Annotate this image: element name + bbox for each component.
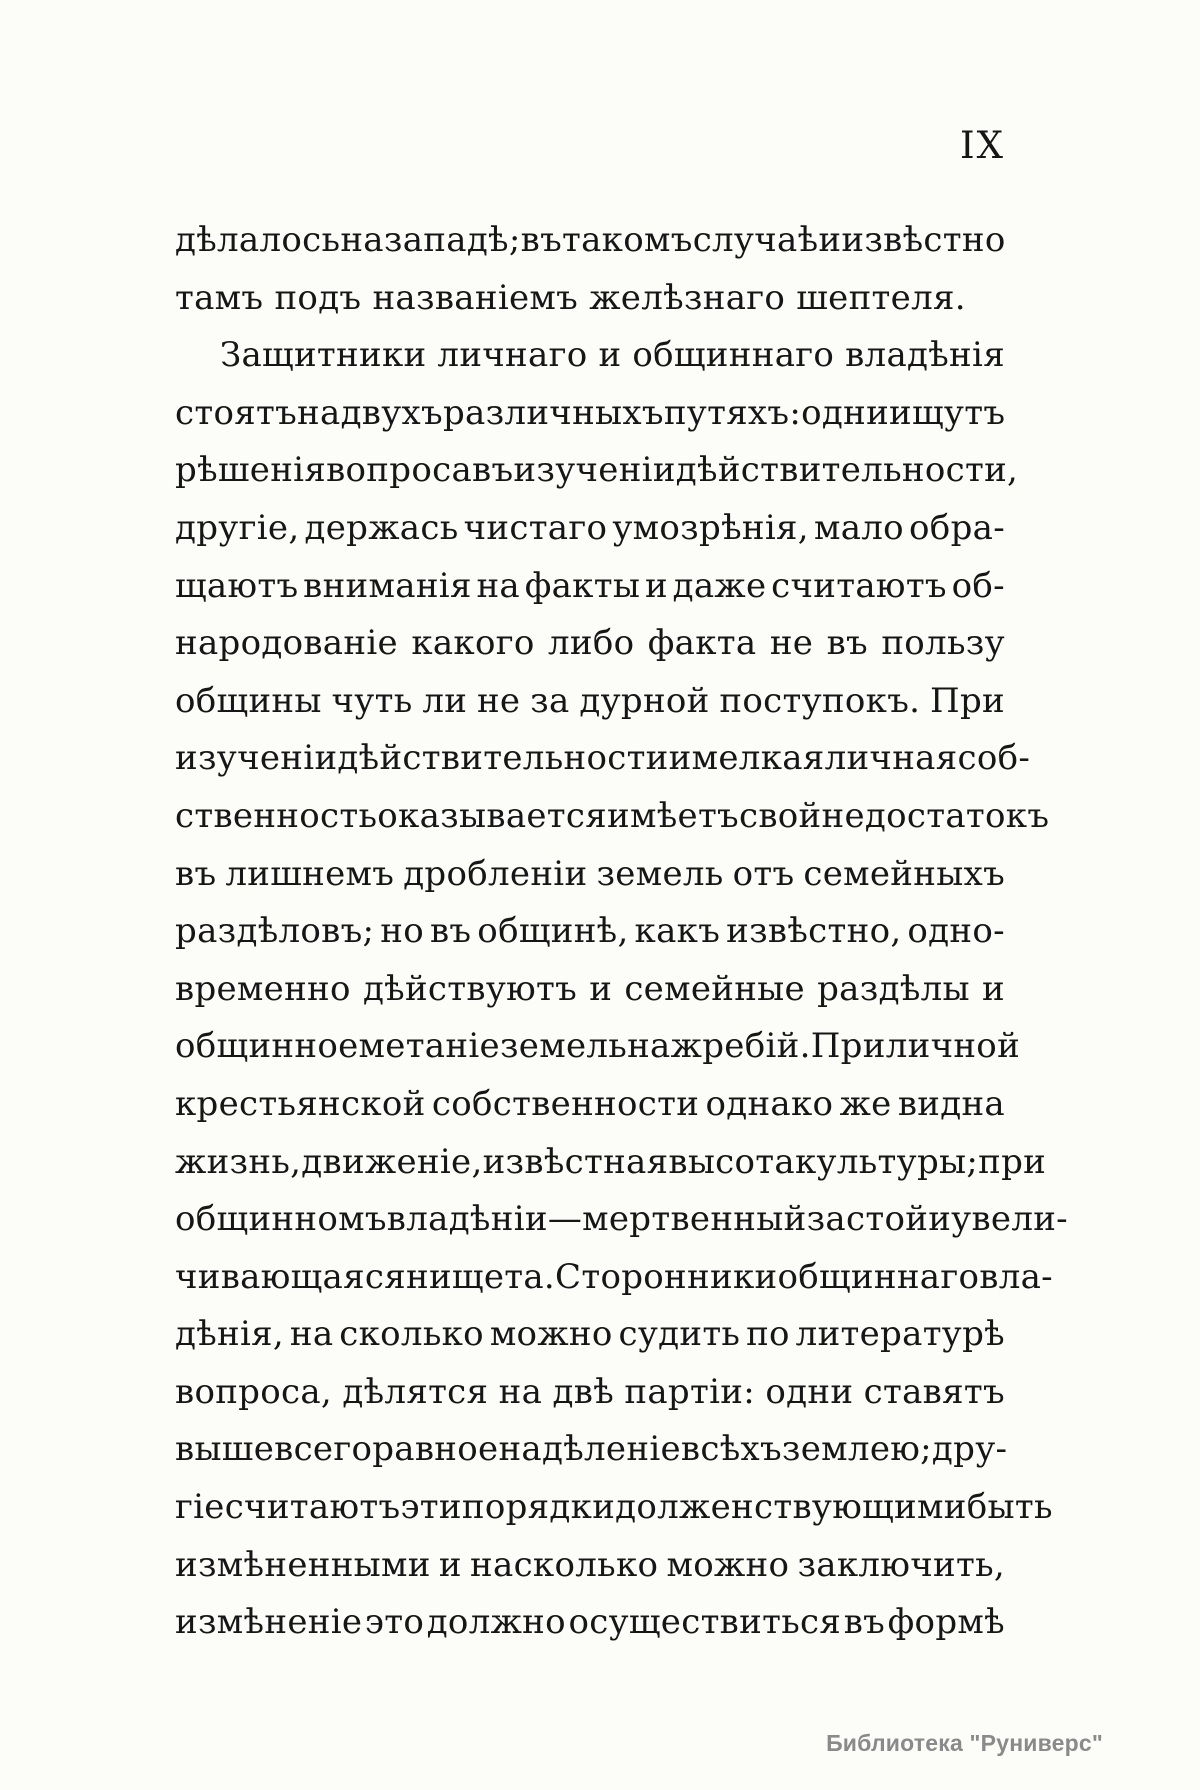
word: культуры;: [794, 1141, 979, 1182]
word: въ: [520, 220, 562, 260]
word: общинѣ,: [477, 911, 629, 952]
word: одни: [765, 1371, 854, 1412]
word: однако: [705, 1083, 834, 1124]
word: факта: [647, 623, 757, 664]
word: на: [498, 1371, 543, 1412]
text-line-23: [175, 1479, 1053, 1537]
word: сколько: [339, 1314, 484, 1355]
word: насколько: [470, 1544, 659, 1585]
word: народованіе: [175, 623, 398, 664]
word: порядки: [461, 1487, 616, 1528]
word: и: [589, 968, 613, 1009]
word: общиннаго: [777, 1256, 980, 1297]
word: на: [289, 1314, 334, 1355]
word: вопроса: [326, 450, 473, 491]
word: дѣнія,: [175, 1314, 285, 1355]
page-text-block: [175, 212, 1068, 1652]
word: ищутъ: [889, 392, 1006, 433]
text-line-19: [175, 1249, 1053, 1307]
word: ственность: [175, 795, 378, 836]
text-line-6: [175, 500, 1005, 558]
word: извѣстно: [841, 220, 1006, 260]
word: высота: [668, 1141, 795, 1182]
word: видна: [897, 1083, 1005, 1124]
word: собственности: [431, 1083, 700, 1124]
word: изученіи: [513, 450, 676, 491]
word: и: [668, 738, 692, 779]
word: жизнь,: [175, 1141, 302, 1182]
word: не: [769, 623, 814, 664]
word: долженствующими: [615, 1487, 967, 1528]
word: всѣхъ: [680, 1429, 782, 1470]
word: въ: [472, 450, 514, 491]
word: земель: [596, 853, 724, 894]
word: на: [627, 1026, 671, 1067]
word: вниманія: [303, 565, 472, 606]
word: считаютъ: [224, 1487, 401, 1528]
word: земель: [499, 1026, 628, 1067]
word: вопроса,: [175, 1371, 333, 1412]
word: имѣетъ: [607, 795, 739, 836]
word: всего: [274, 1429, 373, 1470]
word: держась: [304, 507, 459, 548]
word: надѣленіе: [498, 1429, 681, 1470]
text-line-4: [175, 385, 1005, 443]
word: за: [530, 680, 570, 721]
word: считаютъ: [771, 565, 947, 606]
word: При: [810, 1026, 886, 1067]
text-line-12: [175, 846, 1005, 904]
word: либо: [548, 623, 635, 664]
text-line-14: [175, 961, 1005, 1019]
word: и: [818, 220, 842, 260]
word: дѣйствуютъ: [362, 968, 578, 1009]
word: стоятъ: [175, 392, 298, 433]
text-line-15: [175, 1018, 1021, 1076]
word: дробленіи: [403, 853, 588, 894]
word: это: [364, 1602, 425, 1643]
word: дурной: [579, 680, 710, 721]
word: двухъ: [340, 392, 443, 433]
word: и: [928, 1199, 952, 1240]
word: чистаго: [463, 507, 608, 548]
word: движеніе,: [301, 1141, 483, 1182]
text-line-8: [175, 615, 1005, 673]
word: и: [982, 968, 1005, 1009]
text-line-21: [175, 1364, 1005, 1422]
word: семейныхъ: [803, 853, 1005, 894]
word: измѣненіе: [175, 1602, 363, 1643]
word: дѣйствительности,: [675, 450, 1019, 491]
word: временно: [175, 968, 351, 1009]
word: можно: [489, 1314, 613, 1355]
word: какого: [411, 623, 535, 664]
word: дѣлалось: [175, 220, 341, 260]
word: какъ: [634, 911, 721, 952]
word: общинномъ: [175, 1199, 387, 1240]
word: метаніе: [358, 1026, 500, 1067]
word: западѣ;: [383, 220, 521, 260]
text-line-11: [175, 788, 1050, 846]
word: отъ: [732, 853, 795, 894]
word: въ: [826, 623, 868, 664]
word: литературѣ: [795, 1314, 1005, 1355]
word: увели-: [951, 1199, 1068, 1240]
library-watermark: Библиотека "Руниверс": [826, 1730, 1103, 1756]
word: семейные: [624, 968, 805, 1009]
word: но: [380, 911, 425, 952]
word: недостатокъ: [821, 795, 1050, 836]
word: личной: [885, 1026, 1021, 1067]
word: поступокъ.: [719, 680, 921, 721]
word: такомъ: [562, 220, 693, 260]
word: нищета.: [405, 1256, 556, 1297]
word: въ: [175, 853, 217, 894]
word: оказывается: [377, 795, 608, 836]
word: общиннаго: [632, 335, 835, 376]
text-line-18: [175, 1191, 1068, 1249]
word: въ: [429, 911, 472, 952]
word: ли: [422, 680, 468, 721]
word: чуть: [331, 680, 413, 721]
word: раздѣлы: [817, 968, 970, 1009]
word: одни: [801, 392, 890, 433]
word: двѣ: [552, 1371, 615, 1412]
word: можно: [666, 1544, 790, 1585]
word: при: [978, 1141, 1047, 1182]
word: общинное: [175, 1026, 359, 1067]
word: дѣлятся: [342, 1371, 489, 1412]
word: различныхъ: [442, 392, 664, 433]
word: свой: [739, 795, 822, 836]
word: Сторонники: [555, 1256, 778, 1297]
word: вла-: [979, 1256, 1053, 1297]
word: соб-: [957, 738, 1031, 779]
word: лишнемъ: [225, 853, 395, 894]
text-line-25: [175, 1594, 1005, 1652]
word: личнаго: [437, 335, 588, 376]
text-line-5: [175, 442, 1019, 500]
word: партіи:: [624, 1371, 755, 1412]
page-number: IX: [960, 124, 1005, 167]
word: и: [644, 565, 668, 606]
word: заключить,: [797, 1544, 1005, 1585]
word: изученіи: [175, 738, 338, 779]
word: случаѣ: [692, 220, 819, 260]
text-line-3: [175, 327, 1005, 385]
word: землею;: [781, 1429, 932, 1470]
word: дѣйствительности: [337, 738, 669, 779]
word: мелкая: [691, 738, 825, 779]
word: гіе: [175, 1487, 225, 1528]
word: факты: [524, 565, 641, 606]
word: равное: [372, 1429, 499, 1470]
text-line-2: тамъ подъ названіемъ желѣзнаго шептеля.: [175, 277, 966, 318]
word: на: [297, 392, 341, 433]
word: на: [476, 565, 520, 606]
word: общины: [175, 680, 322, 721]
text-line-17: [175, 1134, 1047, 1192]
word: крестьянской: [175, 1083, 426, 1124]
word: даже: [672, 565, 767, 606]
word: Защитники: [220, 335, 427, 376]
word: раздѣловъ;: [175, 911, 375, 952]
word: жребій.: [670, 1026, 811, 1067]
word: должно: [426, 1602, 566, 1643]
word: мало: [813, 507, 904, 548]
word: пользу: [881, 623, 1005, 664]
word: путяхъ:: [663, 392, 802, 433]
text-line-1: [175, 212, 1005, 270]
word: извѣстная: [482, 1141, 669, 1182]
text-line-13: [175, 903, 1005, 961]
word: быть: [966, 1487, 1053, 1528]
word: осуществиться: [568, 1602, 842, 1643]
word: личная: [824, 738, 958, 779]
text-line-7: [175, 558, 1005, 616]
text-line-16: [175, 1076, 1005, 1134]
word: на: [340, 220, 384, 260]
text-line-9: [175, 673, 1005, 731]
text-line-20: [175, 1306, 1005, 1364]
word: и: [438, 1544, 462, 1585]
word: об-: [951, 565, 1005, 606]
word: не: [476, 680, 521, 721]
word: владѣніи—мертвенный: [386, 1199, 807, 1240]
word: выше: [175, 1429, 275, 1470]
word: извѣстно,: [726, 911, 902, 952]
word: владѣнія: [845, 335, 1005, 376]
word: судить: [618, 1314, 741, 1355]
word: же: [839, 1083, 892, 1124]
word: умозрѣнія,: [612, 507, 809, 548]
word: чивающаяся: [175, 1256, 406, 1297]
word: обра-: [909, 507, 1005, 548]
word: рѣшенія: [175, 450, 327, 491]
word: формѣ: [887, 1602, 1005, 1643]
text-line-22: [175, 1421, 1008, 1479]
word: въ: [843, 1602, 886, 1643]
word: ставятъ: [863, 1371, 1005, 1412]
text-line-10: [175, 730, 1031, 788]
word: измѣненными: [175, 1544, 431, 1585]
word: При: [930, 680, 1005, 721]
word: щаютъ: [175, 565, 299, 606]
word: другіе,: [175, 507, 300, 548]
word: по: [746, 1314, 790, 1355]
word: застой: [806, 1199, 929, 1240]
word: эти: [400, 1487, 462, 1528]
word: одно-: [907, 911, 1005, 952]
word: и: [598, 335, 622, 376]
text-line-24: [175, 1537, 1005, 1595]
word: дру-: [931, 1429, 1008, 1470]
